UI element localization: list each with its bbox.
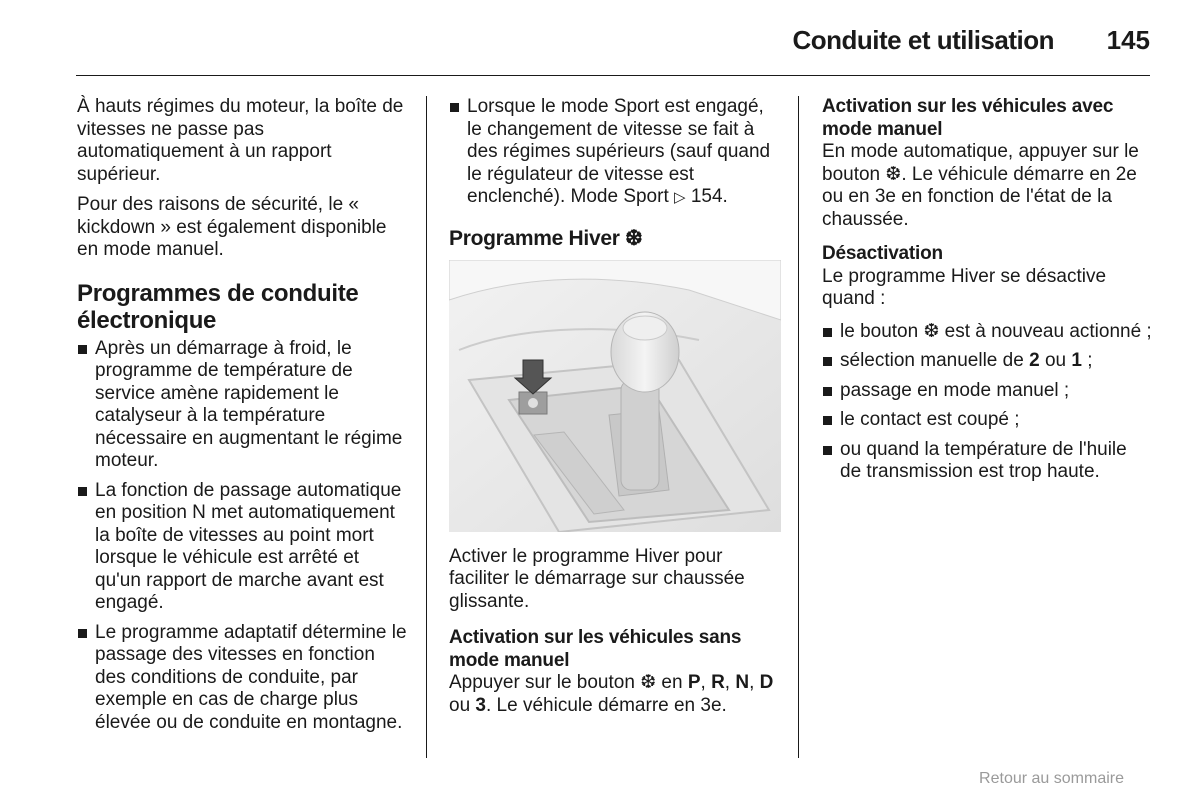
intro-paragraph-2: Pour des raisons de sécurité, le « kickdown » est également disponible en mode manuel. <box>77 194 387 260</box>
subheading-without-manual-mode: Activation sur les véhicules sans mode manuel <box>449 627 742 671</box>
instruction-text: . Le véhicule démarre en 2e ou en 3e en fonction de l'état de la chaussée. <box>822 163 1137 230</box>
gear-selector-illustration <box>449 260 781 532</box>
page-reference-arrow-icon: ▷ <box>674 189 686 206</box>
column-1 <box>77 96 407 741</box>
bullet-square-icon <box>823 387 832 396</box>
separator: , <box>700 672 706 693</box>
program-list <box>77 338 407 735</box>
column-divider-2 <box>798 96 799 758</box>
separator: , <box>724 672 731 693</box>
gear-label-d: D <box>759 672 774 693</box>
column-2 <box>449 96 781 725</box>
bullet-square-icon <box>78 345 87 354</box>
column-divider-1 <box>426 96 427 758</box>
snowflake-icon: ❆ <box>923 320 940 342</box>
deactivation-list <box>822 321 1152 484</box>
list-item-text: Le programme adaptatif détermine le passage des vitesses en fonction des conditions de conduite, par exemple en cas de charge plus élevée ou de conduite en montagne. <box>95 621 407 733</box>
sport-list <box>449 96 781 210</box>
list-item <box>822 350 1152 373</box>
instruction-text: En mode automatique, appuyer sur le bouton <box>822 141 1139 185</box>
list-item <box>77 338 407 473</box>
page-title: Conduite et utilisation <box>792 25 1054 55</box>
list-item-text: Après un démarrage à froid, le programme de température de service amène rapidement le catalyseur à la température nécessaire en augmentant le régime moteur. <box>95 337 403 471</box>
gear-label-3: 3 <box>475 694 486 716</box>
subheading-with-manual-mode: Activation sur les véhicules avec mode manuel <box>822 96 1114 140</box>
column-3 <box>822 96 1152 491</box>
instruction-text: . Le véhicule démarre en 3e. <box>486 694 727 716</box>
intro-paragraph-1: À hauts régimes du moteur, la boîte de vitesses ne passe pas automatiquement à un rapport supérieur. <box>77 96 404 185</box>
section-heading-winter-program <box>449 226 781 252</box>
gear-label-2: 2 <box>1029 350 1040 371</box>
instruction-text: en <box>661 672 683 693</box>
bullet-square-icon <box>78 629 87 638</box>
list-item-text: ou quand la température de l'huile de transmission est trop haute. <box>840 438 1127 482</box>
section-heading-electronic-programs: Programmes de conduite électronique <box>77 279 359 334</box>
page-reference-link[interactable]: 154. <box>690 186 728 207</box>
snowflake-icon: ❆ <box>885 163 902 185</box>
snowflake-icon: ❆ <box>625 226 643 250</box>
bullet-square-icon <box>823 357 832 366</box>
list-item-text: le contact est coupé ; <box>840 409 1020 430</box>
header-divider <box>76 75 1150 76</box>
connector-word: ou <box>1044 350 1067 371</box>
list-item-text: le bouton <box>840 320 919 342</box>
gear-label-1: 1 <box>1071 350 1082 371</box>
bullet-square-icon <box>450 103 459 112</box>
bullet-square-icon <box>78 487 87 496</box>
connector-word: ou <box>449 694 471 716</box>
list-item-text: ; <box>1087 350 1093 371</box>
list-item <box>822 409 1152 432</box>
list-item-text: est à nouveau actionné ; <box>944 320 1152 342</box>
separator: , <box>749 672 755 693</box>
gear-label-n: N <box>735 672 750 693</box>
subheading-deactivation: Désactivation <box>822 243 943 264</box>
list-item <box>449 96 781 210</box>
activation-instruction <box>449 672 781 717</box>
list-item-text: passage en mode manuel ; <box>840 379 1070 401</box>
list-item <box>822 380 1152 403</box>
list-item <box>822 439 1152 484</box>
manual-mode-instruction <box>822 141 1152 231</box>
bullet-square-icon <box>823 416 832 425</box>
bullet-square-icon <box>823 446 832 455</box>
list-item <box>822 321 1152 344</box>
list-item-text: La fonction de passage automatique en position N met automatiquement la boîte de vitesses au point mort lorsque le véhicule est arrêté et qu'un rapport de marche avant est engagé. <box>95 479 402 613</box>
gear-label-r: R <box>711 672 725 693</box>
deactivation-text: Le programme Hiver se désactive quand : <box>822 265 1107 309</box>
page-number: 145 <box>1106 25 1150 55</box>
instruction-text: Appuyer sur le bouton <box>449 672 635 693</box>
list-item <box>77 622 407 735</box>
list-item-text: sélection manuelle de <box>840 350 1024 371</box>
winter-heading-text: Programme Hiver <box>449 226 620 250</box>
list-item <box>77 480 407 615</box>
snowflake-icon: ❆ <box>640 672 657 693</box>
gear-label-p: P <box>687 672 701 693</box>
bullet-square-icon <box>823 328 832 337</box>
back-to-contents-link[interactable]: Retour au sommaire <box>979 770 1124 787</box>
sport-mode-text: Lorsque le mode Sport est engagé, le changement de vitesse se fait à des régimes supérieurs (sauf quand le régulateur de vitesse est enclenché). Mode Sport <box>467 96 771 207</box>
winter-caption: Activer le programme Hiver pour faciliter le démarrage sur chaussée glissante. <box>449 545 745 612</box>
